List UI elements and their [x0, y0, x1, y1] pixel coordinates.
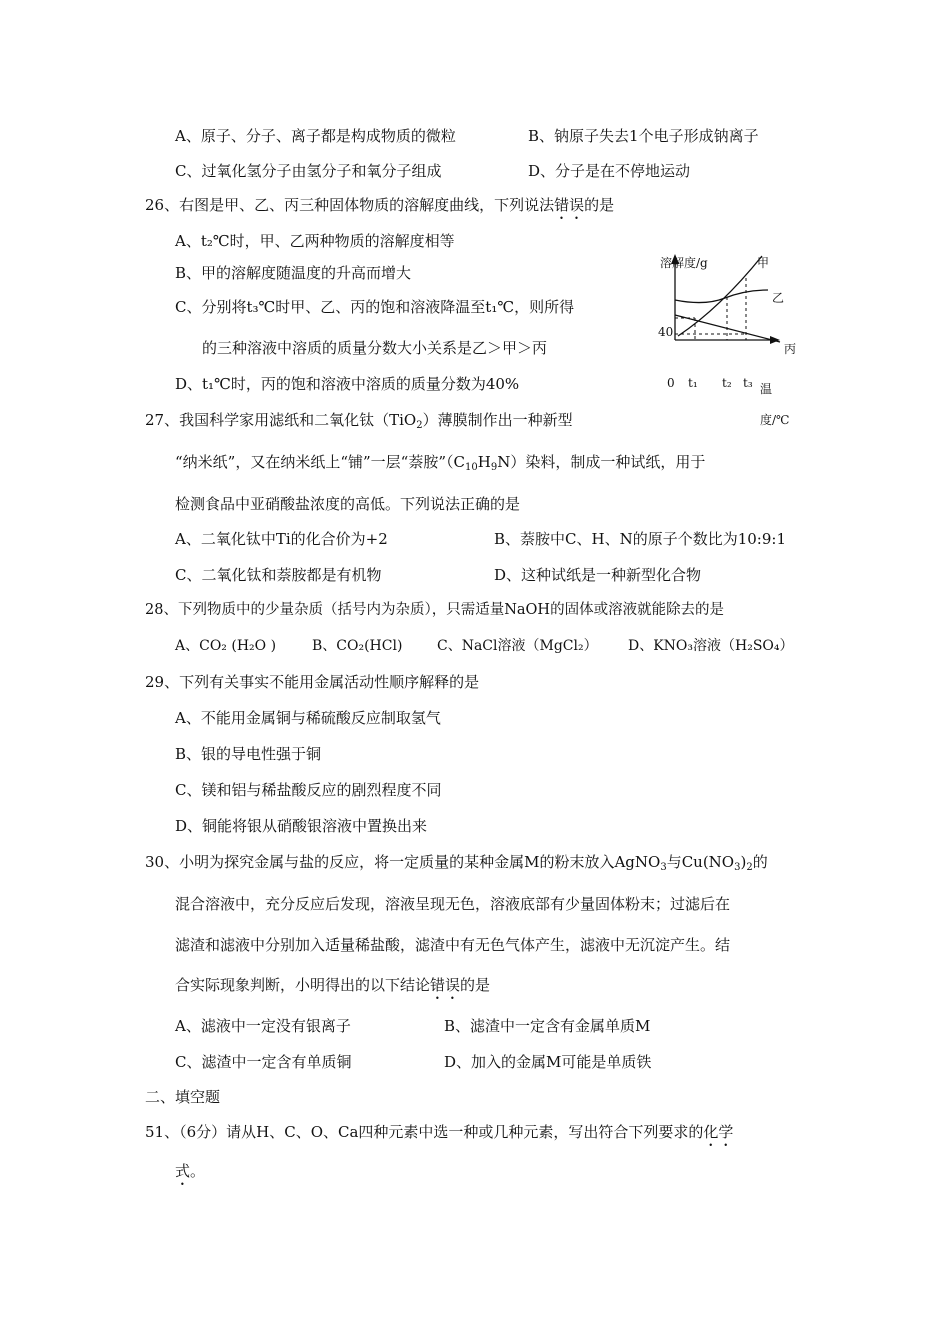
x-axis-label-2: 度/℃: [760, 413, 790, 427]
q27-option-d: D、这种试纸是一种新型化合物: [494, 566, 702, 584]
q28-option-c: C、NaCl溶液（MgCl₂）: [437, 638, 598, 654]
q26-option-c-cont: 的三种溶液中溶质的质量分数大小关系是乙＞甲＞丙: [202, 339, 548, 357]
q29-option-c: C、镁和铝与稀盐酸反应的剧烈程度不同: [175, 781, 442, 799]
solubility-chart: [650, 250, 820, 430]
q29-stem: 29、下列有关事实不能用金属活动性顺序解释的是: [145, 673, 480, 691]
x-axis-label-1: 温: [760, 382, 773, 396]
q27-option-a: A、二氧化钛中Ti的化合价为+2: [175, 530, 388, 548]
q27-l2-sub2: 9: [490, 462, 498, 473]
q30-l1-sub1: 3: [660, 862, 667, 873]
q30-l1-sub2: 3: [734, 862, 741, 873]
q26-stem-emphasis: 错误: [554, 196, 585, 214]
series-jia-label: 甲: [757, 256, 770, 270]
q28-stem: 28、下列物质中的少量杂质（括号内为杂质），只需适量NaOH的固体或溶液就能除去的是: [145, 602, 725, 618]
q30-l1-mid: 与Cu(NO: [666, 853, 735, 871]
q28-option-d: D、KNO₃溶液（H₂SO₄）: [628, 638, 794, 654]
q27-stem-line3: 检测食品中亚硝酸盐浓度的高低。下列说法正确的是: [175, 495, 521, 513]
q30-option-d: D、加入的金属M可能是单质铁: [444, 1053, 652, 1071]
q28-option-a: A、CO₂ (H₂O ): [175, 638, 277, 654]
y-tick-40: 40: [658, 325, 674, 339]
q25-option-c: C、过氧化氢分子由氢分子和氧分子组成: [175, 162, 442, 180]
q30-option-c: C、滤渣中一定含有单质铜: [175, 1053, 352, 1071]
q27-stem-line2: [175, 452, 705, 472]
x-tick-t2: t₂: [722, 376, 732, 390]
x-tick-t3: t₃: [743, 376, 753, 390]
q30-stem-line3: 滤渣和滤液中分别加入适量稀盐酸，滤渣中有无色气体产生，滤液中无沉淀产生。结: [175, 936, 731, 954]
q51-stem: [145, 1122, 733, 1150]
q30-l1-sub3: 2: [746, 862, 753, 873]
section-title: 二、填空题: [145, 1088, 221, 1106]
series-bing-label: 丙: [784, 342, 797, 356]
q26-stem-text: 26、右图是甲、乙、丙三种固体物质的溶解度曲线，下列说法: [145, 196, 555, 214]
q30-l4-text: 合实际现象判断，小明得出的以下结论: [175, 976, 431, 994]
q27-stem-line1: [145, 410, 573, 430]
q26-option-b: B、甲的溶解度随温度的升高而增大: [175, 264, 412, 282]
q27-l2-text: “纳米纸”，又在纳米纸上“铺”一层“萘胺”（C: [175, 453, 465, 471]
q30-option-a: A、滤液中一定没有银离子: [175, 1017, 351, 1035]
q29-option-d: D、铜能将银从硝酸银溶液中置换出来: [175, 817, 428, 835]
q51-stem-line2: [175, 1161, 205, 1189]
q26-option-a: A、t₂℃时，甲、乙两种物质的溶解度相等: [175, 232, 455, 250]
q26-stem-end: 的是: [584, 196, 615, 214]
q27-l1-sub: 2: [416, 420, 423, 431]
q51-stem-text: 51、（6分）请从H、C、O、Ca四种元素中选一种或几种元素，写出符合下列要求的: [145, 1123, 704, 1141]
q30-l1-end: 的: [752, 853, 768, 871]
q51-stem-end: 。: [190, 1162, 206, 1180]
q30-option-b: B、滤渣中一定含有金属单质M: [444, 1017, 651, 1035]
q30-l1-close: ): [740, 853, 747, 871]
x-tick-t1: t₁: [688, 376, 698, 390]
q26-stem: [145, 195, 614, 223]
q27-l1-text: 27、我国科学家用滤纸和二氧化钛（TiO: [145, 411, 417, 429]
q27-option-c: C、二氧化钛和萘胺都是有机物: [175, 566, 382, 584]
series-yi-label: 乙: [772, 291, 785, 305]
q25-option-a: A、原子、分子、离子都是构成物质的微粒: [175, 127, 456, 145]
q25-option-d: D、分子是在不停地运动: [528, 162, 691, 180]
q30-stem-line2: 混合溶液中，充分反应后发现，溶液呈现无色，溶液底部有少量固体粉末；过滤后在: [175, 895, 731, 913]
q25-option-b: B、钠原子失去1个电子形成钠离子: [528, 127, 759, 145]
q27-l1-end: ）薄膜制作出一种新型: [422, 411, 573, 429]
q26-option-d: D、t₁℃时，丙的饱和溶液中溶质的质量分数为40%: [175, 375, 520, 393]
q30-stem-line4: [175, 975, 490, 1003]
q30-l4-end: 的是: [460, 976, 491, 994]
q27-l2-sub1: 10: [465, 462, 478, 473]
q27-l2-end: N）染料，制成一种试纸，用于: [497, 453, 706, 471]
q51-stem-emphasis-2: 式: [175, 1162, 191, 1180]
q29-option-b: B、银的导电性强于铜: [175, 745, 322, 763]
q29-option-a: A、不能用金属铜与稀硫酸反应制取氢气: [175, 709, 441, 727]
q30-l1-text: 30、小明为探究金属与盐的反应，将一定质量的某种金属M的粉末放入AgNO: [145, 853, 661, 871]
q27-l2-h: H: [477, 453, 491, 471]
q51-stem-emphasis: 化学: [703, 1123, 734, 1141]
origin-label: 0: [667, 376, 675, 390]
q30-stem-line1: [145, 852, 768, 872]
q26-option-c: C、分别将t₃℃时甲、乙、丙的饱和溶液降温至t₁℃，则所得: [175, 298, 575, 316]
q28-option-b: B、CO₂(HCl): [312, 638, 403, 654]
y-axis-label: 溶解度/g: [660, 256, 708, 270]
q27-option-b: B、萘胺中C、H、N的原子个数比为10:9:1: [494, 530, 786, 548]
q30-l4-emphasis: 错误: [430, 976, 461, 994]
